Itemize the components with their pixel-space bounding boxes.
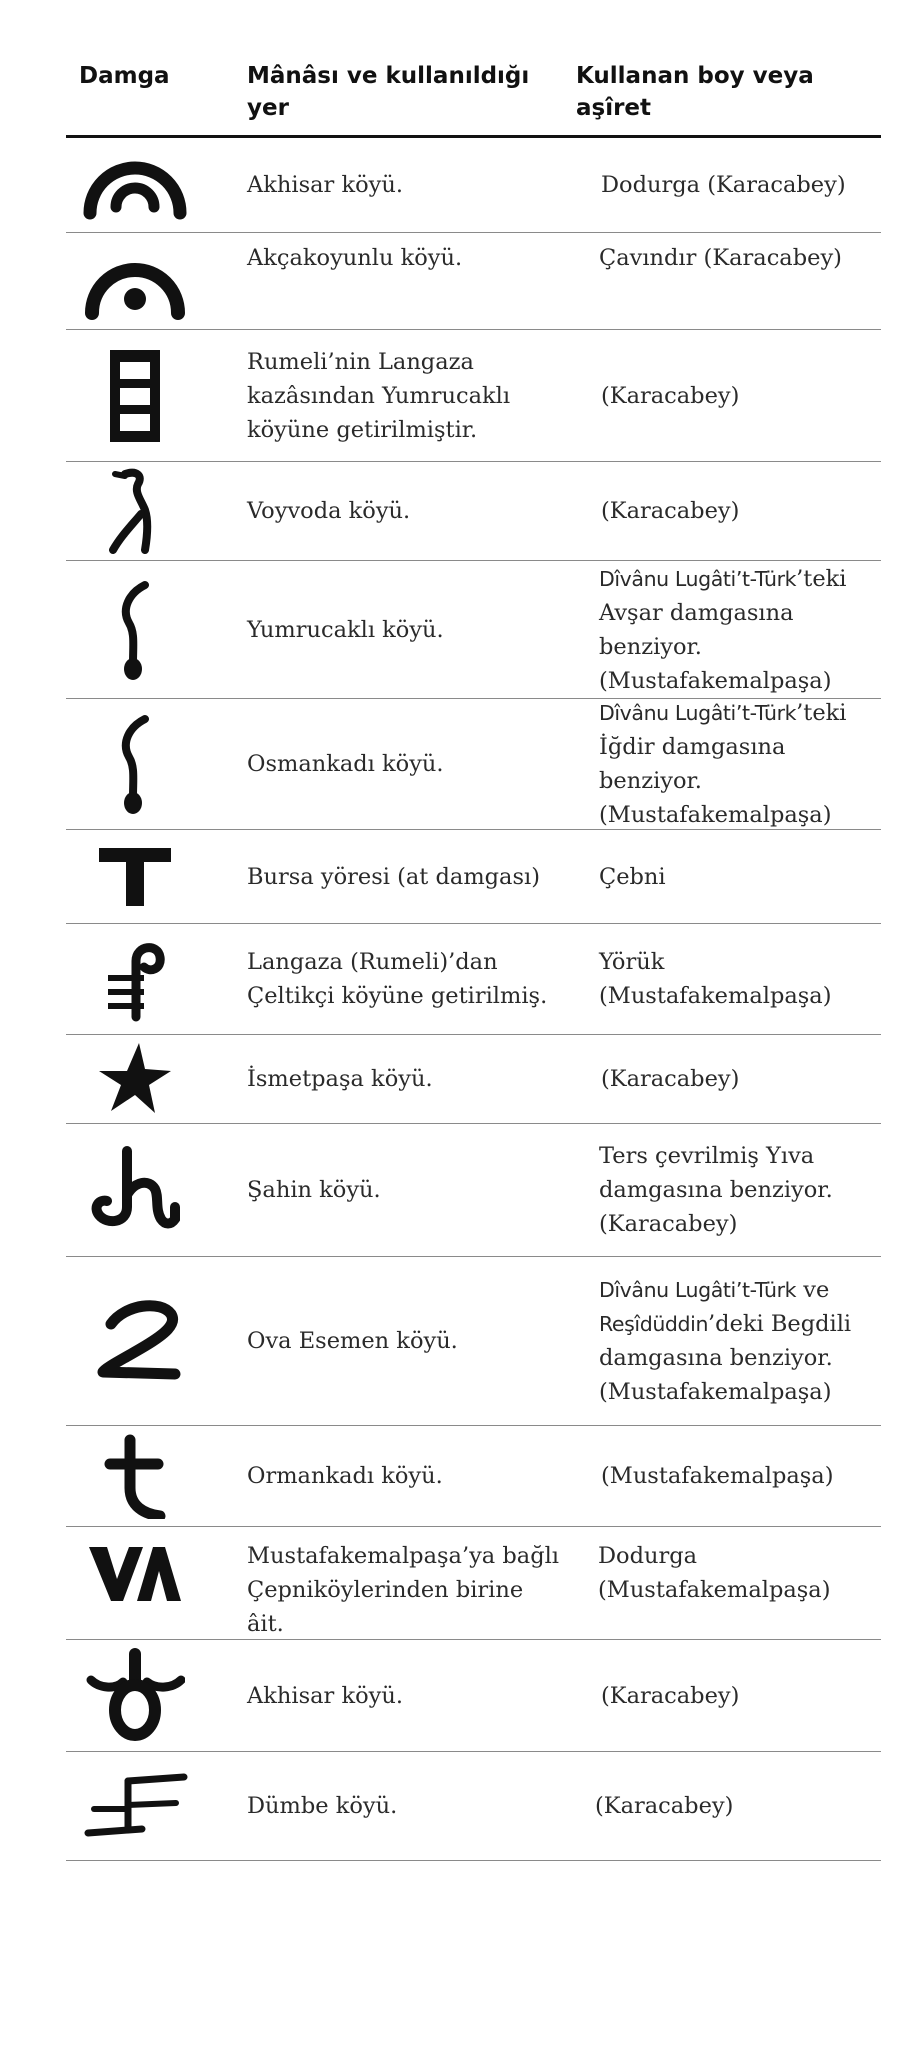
arc-dot-damga-icon	[76, 233, 194, 329]
table-row: Dümbe köyü. (Karacabey)	[66, 1752, 881, 1861]
t-bar-damga-icon	[76, 830, 194, 923]
t-curve-damga-icon	[76, 1426, 194, 1526]
table-row: Akhisar köyü. (Karacabey)	[66, 1640, 881, 1752]
double-arc-damga-icon	[76, 138, 194, 232]
table-row: Mustafakemalpaşa’ya bağlı Çepniköylerinden birine âit. Dodurga (Mustafakemalpaşa)	[66, 1527, 881, 1640]
damga-table	[66, 0, 881, 1861]
header-tribe: Kullanan boy veya aşîret	[576, 63, 814, 121]
hook-dot-damga-icon	[76, 561, 194, 698]
header-damga: Damga	[79, 63, 170, 89]
table-row: Akhisar köyü. Dodurga (Karacabey)	[66, 138, 881, 233]
hook-dot-damga-icon	[76, 699, 194, 829]
circle-horns-damga-icon	[76, 1640, 194, 1751]
table-row: Ova Esemen köyü. Dîvânu Lugâti’t-Türk ve Reşîdüddin’deki Begdili damgasına benziyor. (Mustafakemalpaşa)	[66, 1257, 881, 1426]
z-damga-icon	[76, 1257, 194, 1425]
ladder-damga-icon	[76, 330, 194, 461]
table-header	[66, 0, 881, 138]
table-row: Langaza (Rumeli)’dan Çeltikçi köyüne getirilmiş. Yörük (Mustafakemalpaşa)	[66, 924, 881, 1035]
header-meaning: Mânâsı ve kullanıldığı yer	[247, 63, 530, 121]
table-row: Şahin köyü. Ters çevrilmiş Yıva damgasına benziyor. (Karacabey)	[66, 1124, 881, 1257]
table-row: Rumeli’nin Langaza kazâsından Yumrucaklı köyüne getirilmiştir. (Karacabey)	[66, 330, 881, 462]
bird-damga-icon	[76, 462, 194, 560]
table-row: Voyvoda köyü. (Karacabey)	[66, 462, 881, 561]
star-damga-icon	[76, 1035, 194, 1123]
table-row: Akçakoyunlu köyü. Çavındır (Karacabey)	[66, 233, 881, 330]
table-row: Yumrucaklı köyü. Dîvânu Lugâti’t-Türk’teki Avşar damgasına benziyor. (Mustafakemalpaşa)	[66, 561, 881, 699]
table-row: Bursa yöresi (at damgası) Çebni	[66, 830, 881, 924]
table-row: Osmankadı köyü. Dîvânu Lugâti’t-Türk’teki İğdir damgasına benziyor. (Mustafakemalpaşa)	[66, 699, 881, 830]
v-a-damga-icon	[76, 1527, 194, 1639]
h-loop-damga-icon	[76, 1124, 194, 1256]
table-row: Ormankadı köyü. (Mustafakemalpaşa)	[66, 1426, 881, 1527]
stair-bars-damga-icon	[76, 1752, 194, 1860]
table-row: İsmetpaşa köyü. (Karacabey)	[66, 1035, 881, 1124]
hook-bars-damga-icon	[76, 924, 194, 1034]
